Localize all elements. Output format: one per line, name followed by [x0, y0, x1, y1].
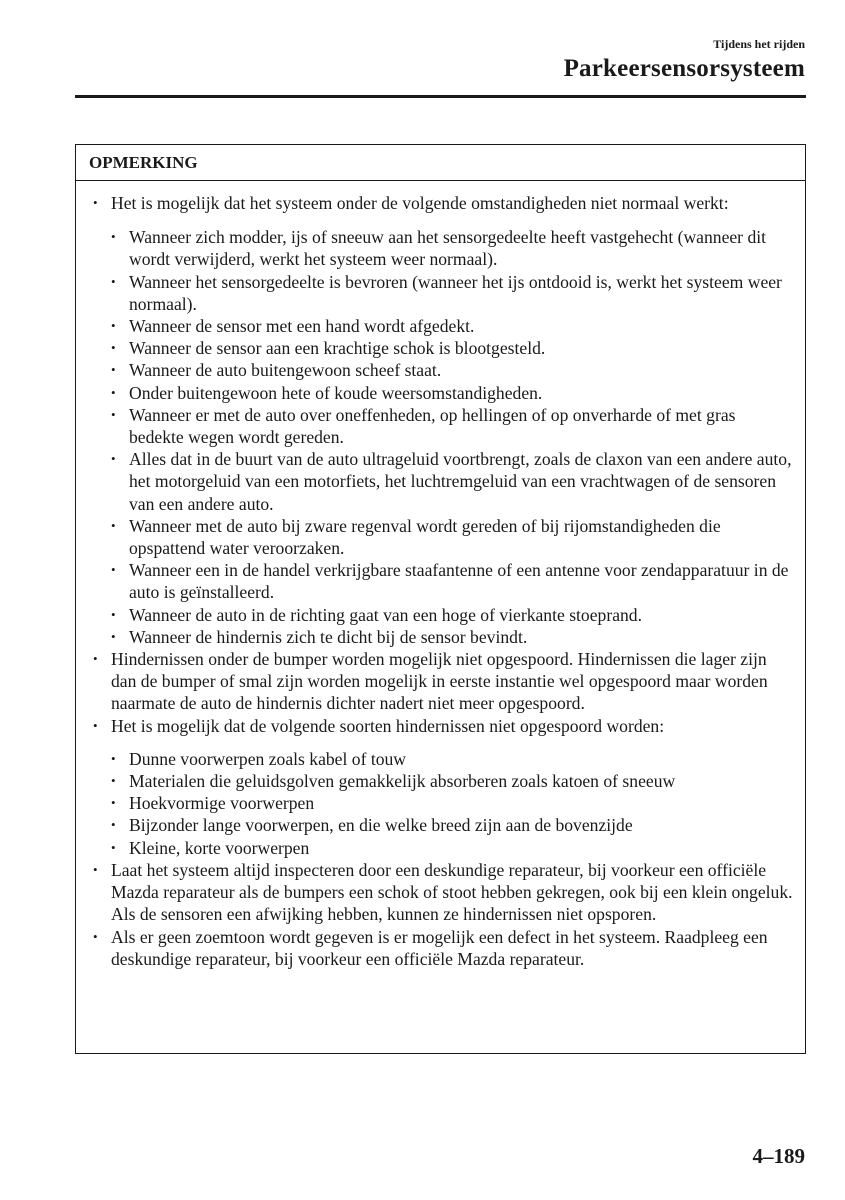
sub-item-text: Wanneer een in de handel verkrijgbare staafantenne of een antenne voor zendapparatuur in de auto is geïnstalleerd. — [129, 560, 789, 603]
note-item — [92, 926, 793, 970]
note-item-text: Als er geen zoemtoon wordt gegeven is er mogelijk een defect in het systeem. Raadpleeg een deskundige reparateur, bij voorkeur een officiële Mazda reparateur. — [111, 926, 768, 969]
bullet: • — [93, 651, 98, 667]
bullet: • — [93, 928, 98, 944]
note-item-text: Het is mogelijk dat het systeem onder de volgende omstandigheden niet normaal werkt: — [111, 193, 729, 213]
sub-item — [110, 814, 793, 836]
sub-item — [110, 559, 793, 603]
bullet: • — [111, 606, 116, 622]
note-item — [92, 192, 793, 214]
sub-item-text: Kleine, korte voorwerpen — [129, 837, 310, 858]
sub-item-text: Wanneer de hindernis zich te dicht bij de sensor bevindt. — [129, 626, 528, 647]
bullet: • — [111, 750, 116, 766]
note-item-text: Het is mogelijk dat de volgende soorten hindernissen niet opgespoord worden: — [111, 715, 665, 736]
sub-item — [110, 337, 793, 359]
sub-item — [110, 770, 793, 792]
section-title: Tijdens het rijden — [713, 37, 805, 51]
bullet: • — [111, 773, 116, 789]
bullet: • — [111, 229, 116, 245]
bullet: • — [93, 717, 98, 733]
sub-item-text: Bijzonder lange voorwerpen, en die welke breed zijn aan de bovenzijde — [129, 815, 633, 836]
bullet: • — [93, 861, 98, 877]
bullet: • — [111, 817, 116, 833]
bullet: • — [111, 628, 116, 644]
sub-item-text: Dunne voorwerpen zoals kabel of touw — [129, 748, 407, 769]
sub-item-text: Wanneer zich modder, ijs of sneeuw aan het sensorgedeelte heeft vastgehecht (wanneer dit wordt verwijderd, werkt het systeem weer normaal). — [129, 227, 767, 270]
header-rule — [75, 95, 806, 98]
note-box — [75, 144, 806, 1054]
sub-item — [110, 226, 793, 270]
sub-item — [110, 404, 793, 448]
sub-item-text: Wanneer de auto in de richting gaat van een hoge of vierkante stoeprand. — [129, 604, 642, 625]
bullet: • — [111, 340, 116, 356]
sub-item — [110, 271, 793, 315]
note-item-text: Laat het systeem altijd inspecteren door een deskundige reparateur, bij voorkeur een officiële Mazda reparateur als de bumpers een schok of stoot hebben gekregen, ook bij een klein ongeluk. Als de sensoren een afwijking hebben, kunnen ze hindernissen niet opsporen. — [111, 859, 793, 925]
sub-item-text: Onder buitengewoon hete of koude weersomstandigheden. — [129, 382, 543, 403]
bullet: • — [111, 517, 116, 533]
sub-item — [110, 837, 793, 859]
bullet: • — [111, 273, 116, 289]
sub-item-text: Hoekvormige voorwerpen — [129, 793, 315, 814]
sub-item — [110, 382, 793, 404]
sub-item — [110, 626, 793, 648]
page-title: Parkeersensorsysteem — [563, 55, 805, 82]
sub-item — [110, 515, 793, 559]
sub-item — [110, 792, 793, 814]
sub-list — [92, 748, 793, 859]
bullet: • — [111, 318, 116, 334]
bullet: • — [93, 195, 98, 210]
note-item — [92, 715, 793, 737]
bullet: • — [111, 384, 116, 400]
bullet: • — [111, 362, 116, 378]
sub-item-text: Wanneer de auto buitengewoon scheef staat. — [129, 360, 442, 381]
bullet: • — [111, 795, 116, 811]
sub-item — [110, 359, 793, 381]
sub-item-text: Wanneer met de auto bij zware regenval wordt gereden of bij rijomstandigheden die opspattend water veroorzaken. — [129, 515, 721, 559]
page-number: 4–189 — [752, 1144, 805, 1168]
bullet: • — [111, 562, 116, 578]
sub-item-text: Wanneer de sensor met een hand wordt afgedekt. — [129, 316, 475, 337]
sub-list — [92, 226, 793, 648]
bullet: • — [111, 839, 116, 855]
sub-item — [110, 604, 793, 626]
bullet: • — [111, 406, 116, 422]
note-item — [92, 859, 793, 926]
sub-item-text: Wanneer er met de auto over oneffenheden, op hellingen of op onverharde of met gras bedekte wegen wordt gereden. — [129, 404, 736, 448]
note-heading: OPMERKING — [76, 145, 805, 181]
sub-item — [110, 748, 793, 770]
sub-item-text: Wanneer het sensorgedeelte is bevroren (wanneer het ijs ontdooid is, werkt het systeem weer normaal). — [129, 271, 782, 314]
note-item-text: Hindernissen onder de bumper worden mogelijk niet opgespoord. Hindernissen die lager zijn dan de bumper of smal zijn worden mogelijk in eerste instantie wel opgespoord maar worden naarmate de auto de hindernis dichter nadert niet meer opgespoord. — [111, 649, 768, 714]
sub-item-text: Materialen die geluidsgolven gemakkelijk absorberen zoals katoen of sneeuw — [129, 771, 676, 792]
note-body — [76, 181, 805, 970]
note-item — [92, 648, 793, 715]
sub-item-text: Alles dat in de buurt van de auto ultrageluid voortbrengt, zoals de claxon van een andere auto, het motorgeluid van een motorfiets, het luchtremgeluid van een vrachtwagen of de sensoren van een andere auto. — [129, 449, 792, 514]
sub-item — [110, 315, 793, 337]
bullet: • — [111, 451, 116, 467]
sub-item — [110, 448, 793, 515]
sub-item-text: Wanneer de sensor aan een krachtige schok is blootgesteld. — [129, 338, 546, 359]
